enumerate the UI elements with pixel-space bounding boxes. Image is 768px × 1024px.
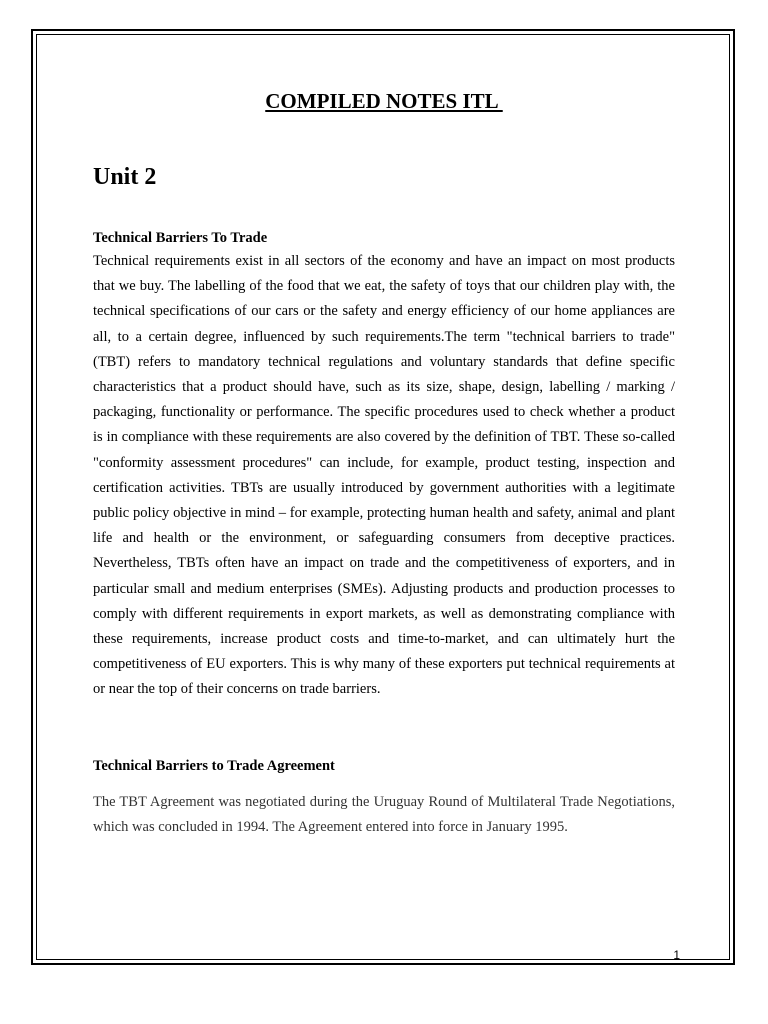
document-title: COMPILED NOTES ITL bbox=[265, 89, 503, 113]
section-heading-tbt-agreement: Technical Barriers to Trade Agreement bbox=[93, 758, 335, 774]
paragraph-tbt-agreement: The TBT Agreement was negotiated during the Uruguay Round of Multilateral Trade Negotiations, which was concluded in 1994. The Agreement entered into force in January 1995. bbox=[93, 794, 675, 836]
paragraph-tbt: Technical requirements exist in all sectors of the economy and have an impact on most products that we buy. The labelling of the food that we eat, the safety of toys that our children play with, the technical specifications of our cars or the safety and energy efficiency of our home appliances are all, to a certain degree, influenced by such requirements.The term "technical barriers to trade" (TBT) refers to mandatory technical regulations and voluntary standards that define specific characteristics that a product should have, such as its size, shape, design, labelling / marking / packaging, functionality or performance. The specific procedures used to check whether a product is in compliance with these requirements are also covered by the definition of TBT. These so-called "conformity assessment procedures" can include, for example, product testing, inspection and certification activities. TBTs are usually introduced by government authorities with a legitimate public policy objective in mind – for example, protecting human health and safety, animal and plant life and health or the environment, or safeguarding consumers from deceptive practices. Nevertheless, TBTs often have an impact on trade and the competitiveness of exporters, and in particular small and medium enterprises (SMEs). Adjusting products and production processes to comply with different requirements in export markets, as well as demonstrating compliance with these requirements, increase product costs and time-to-market, and can ultimately hurt the competitiveness of EU exporters. This is why many of these exporters put technical requirements at or near the top of their concerns on trade barriers. bbox=[93, 253, 675, 698]
section-heading-tbt: Technical Barriers To Trade bbox=[93, 230, 268, 246]
unit-heading: Unit 2 bbox=[93, 164, 157, 190]
page-number: 1 bbox=[673, 948, 680, 962]
